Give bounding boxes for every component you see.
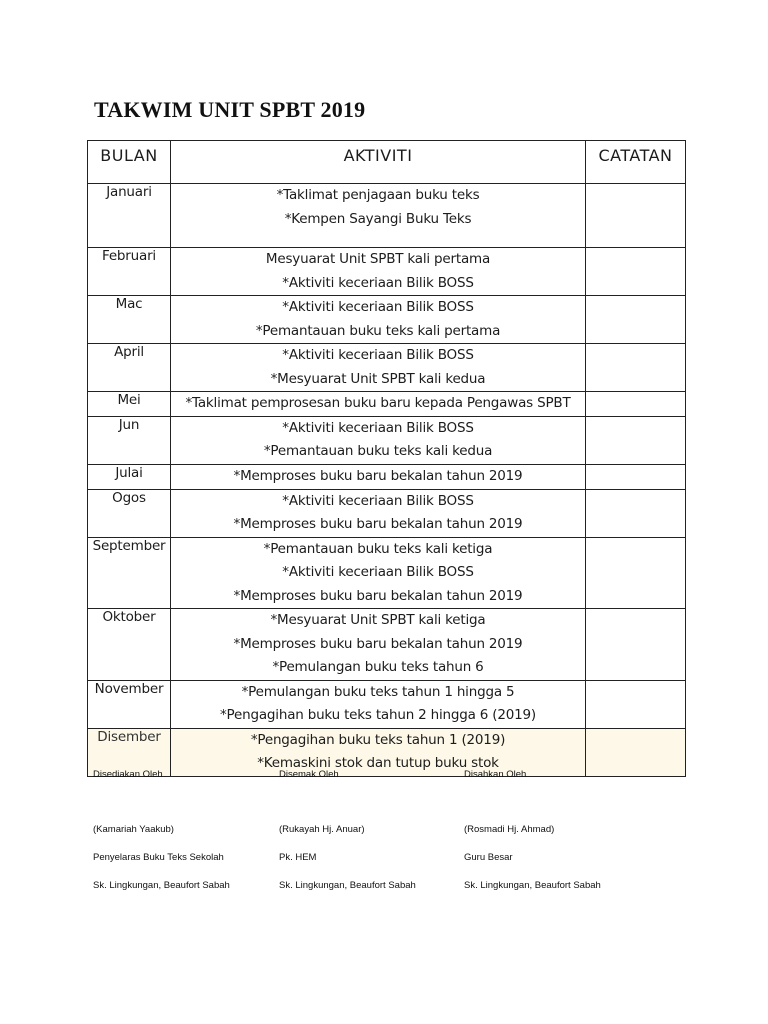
note-cell [586,464,686,489]
month-cell: Mac [88,296,171,344]
note-cell [586,392,686,417]
activity-line: *Pengagihan buku teks tahun 2 hingga 6 (2019) [220,707,536,723]
activity-line: *Kemaskini stok dan tutup buku stok [257,755,499,771]
table-row [88,392,686,417]
activity-line: *Aktiviti keceriaan Bilik BOSS [282,299,474,315]
signatory-name: (Rosmadi Hj. Ahmad) [464,824,555,835]
activity-cell [171,609,586,681]
table-row [88,489,686,537]
activity-line: *Taklimat penjagaan buku teks [276,187,480,203]
table-row [88,296,686,344]
month-cell: September [88,537,171,609]
table-row [88,416,686,464]
table-row [88,680,686,728]
activity-line: *Pemantauan buku teks kali pertama [255,322,501,339]
table-header-row [88,141,686,184]
activity-cell [171,680,586,728]
activity-cell [171,537,586,609]
month-cell: Julai [88,464,171,489]
activity-line: *Pemantauan buku teks kali ketiga [263,540,493,557]
activity-line: *Memproses buku baru bekalan tahun 2019 [233,516,523,532]
note-cell [586,184,686,248]
activity-cell [171,416,586,464]
activity-line: *Taklimat pemprosesan buku baru kepada Pengawas SPBT [185,395,571,411]
table-row [88,537,686,609]
month-cell: Februari [88,248,171,296]
activity-cell [171,248,586,296]
signatory-position: Guru Besar [464,852,513,863]
activity-cell [171,296,586,344]
activity-line: *Mesyuarat Unit SPBT kali kedua [270,370,486,387]
activity-line: *Pengagihan buku teks tahun 1 (2019) [250,731,506,748]
activity-line: *Memproses buku baru bekalan tahun 2019 [233,587,523,604]
table-row [88,464,686,489]
activity-line: *Aktiviti keceriaan Bilik BOSS [282,347,474,363]
table-row [88,344,686,392]
activity-line: *Memproses buku baru bekalan tahun 2019 [233,467,523,484]
signatory-school: Sk. Lingkungan, Beaufort Sabah [464,880,601,891]
activity-cell [171,392,586,417]
month-cell: Mei [88,392,171,417]
document-title: TAKWIM UNIT SPBT 2019 [94,97,366,122]
note-cell [586,537,686,609]
signatory-name: (Rukayah Hj. Anuar) [279,824,365,835]
month-cell: Jun [88,416,171,464]
activity-cell [171,184,586,248]
activity-line: *Pemulangan buku teks tahun 6 [272,659,484,675]
activity-line: *Aktiviti keceriaan Bilik BOSS [282,419,474,436]
activity-line: *Pemulangan buku teks tahun 1 hingga 5 [241,683,515,700]
month-cell: Ogos [88,489,171,537]
note-cell [586,344,686,392]
header-catatan: CATATAN [586,141,686,184]
signatory-name: (Kamariah Yaakub) [93,824,174,835]
month-cell: Disember [88,728,171,776]
month-cell: November [88,680,171,728]
header-aktiviti: AKTIVITI [171,141,586,184]
note-cell [586,609,686,681]
activity-line: *Aktiviti keceriaan Bilik BOSS [282,564,474,580]
activity-cell [171,489,586,537]
activity-cell [171,344,586,392]
signatory-position: Pk. HEM [279,852,317,863]
activity-line: *Aktiviti keceriaan Bilik BOSS [282,274,474,291]
signatory-role: Disahkan Oleh [464,769,527,780]
activity-line: *Aktiviti keceriaan Bilik BOSS [282,492,474,509]
note-cell [586,680,686,728]
activity-line: *Pemantauan buku teks kali kedua [263,443,493,459]
activity-line: *Kempen Sayangi Buku Teks [284,210,472,227]
note-cell [586,248,686,296]
signatory-role: Disemak Oleh [279,769,339,780]
month-cell: April [88,344,171,392]
table-row [88,609,686,681]
month-cell: Januari [88,184,171,248]
signatory-position: Penyelaras Buku Teks Sekolah [93,852,224,863]
activity-line: *Memproses buku baru bekalan tahun 2019 [233,635,523,652]
note-cell [586,296,686,344]
takwim-table [87,140,686,777]
table-row [88,184,686,248]
signatory-school: Sk. Lingkungan, Beaufort Sabah [93,880,230,891]
header-bulan: BULAN [88,141,171,184]
activity-line: Mesyuarat Unit SPBT kali pertama [265,251,491,267]
note-cell [586,489,686,537]
note-cell [586,416,686,464]
activity-line: *Mesyuarat Unit SPBT kali ketiga [270,612,486,628]
month-cell: Oktober [88,609,171,681]
activity-cell [171,464,586,489]
signatory-school: Sk. Lingkungan, Beaufort Sabah [279,880,416,891]
note-cell [586,728,686,776]
table-row [88,248,686,296]
table-row [88,728,686,776]
signatory-role: Disediakan Oleh [93,769,163,780]
